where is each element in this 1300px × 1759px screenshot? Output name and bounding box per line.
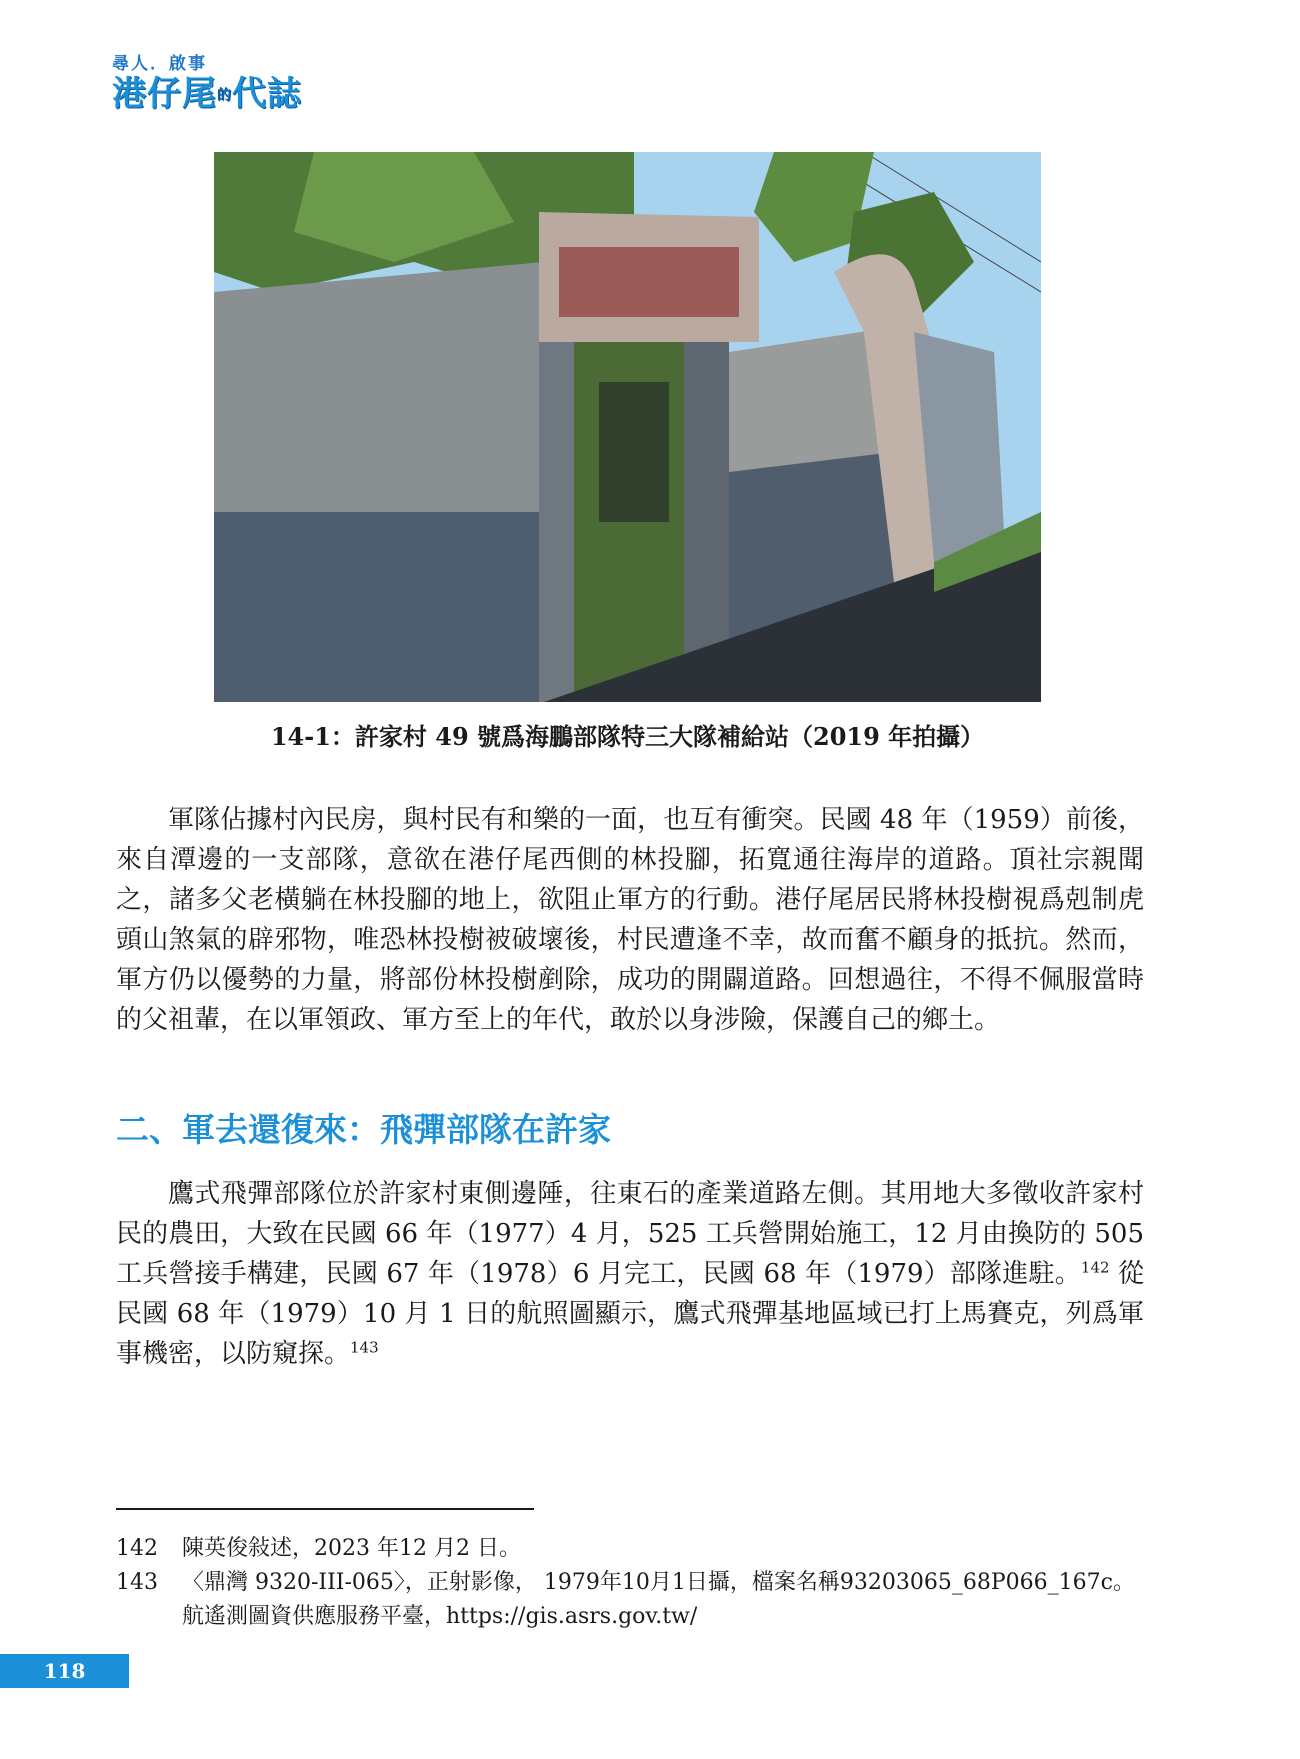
footnote-ref-142[interactable]: 142 <box>1080 1258 1110 1277</box>
footnote-number: 143 <box>116 1570 158 1595</box>
header-title-part1: 港仔尾 <box>112 74 217 114</box>
body-paragraph-2 <box>116 1174 1144 1374</box>
paragraph-2-text-a: 鷹式飛彈部隊位於許家村東側邊陲，往東石的產業道路左側。其用地大多徵收許家村民的農田，大致在民國 66 年（1977）4 月，525 工兵營開始施工，12 月由換防的 505 工兵營接手構建，民國 67 年（1978）6 月完工，民國 68 年（1979）部隊進駐。 <box>116 1179 1144 1289</box>
photo-illustration <box>214 152 1041 702</box>
header-subtitle: 尋人．啟事 <box>112 54 207 74</box>
footnote-ref-143[interactable]: 143 <box>350 1338 379 1357</box>
figure-photo <box>214 152 1041 702</box>
footnote-142 <box>116 1532 1146 1566</box>
footnotes <box>116 1532 1146 1634</box>
header-title-part2: 代誌 <box>232 74 302 114</box>
paragraph-2-text-b: 從民國 68 年（1979）10 月 1 日的航照圖顯示，鷹式飛彈基地區域已打上馬賽克，列爲軍事機密，以防窺探。 <box>116 1259 1145 1369</box>
footnote-text: 〈鼎灣 9320-III-065〉，正射影像， 1979年10月1日攝，檔案名稱93203065_68P066_167c。航遙測圖資供應服務平臺，https://gis.asrs.gov.tw/ <box>182 1570 1135 1629</box>
figure-caption: 14-1：許家村 49 號爲海鵬部隊特三大隊補給站（2019 年拍攝） <box>270 722 985 751</box>
header-title <box>112 74 412 116</box>
header-title-mini: 的 <box>217 87 232 104</box>
footnote-143 <box>116 1566 1146 1634</box>
running-header <box>112 54 412 116</box>
body-paragraph-1: 軍隊佔據村內民房，與村民有和樂的一面，也互有衝突。民國 48 年（1959）前後，來自潭邊的一支部隊，意欲在港仔尾西側的林投腳，拓寬通往海岸的道路。頂社宗親聞之，諸多父老橫躺在林投腳的地上，欲阻止軍方的行動。港仔尾居民將林投樹視爲剋制虎頭山煞氣的辟邪物，唯恐林投樹被破壞後，村民遭逢不幸，故而奮不顧身的抵抗。然而，軍方仍以優勢的力量，將部份林投樹剷除，成功的開闢道路。回想過往，不得不佩服當時的父祖輩，在以軍領政、軍方至上的年代，敢於以身涉險，保護自己的鄉土。 <box>116 805 1144 1035</box>
page-number: 118 <box>0 1654 129 1688</box>
footnote-text: 陳英俊敍述，2023 年12 月2 日。 <box>182 1536 521 1561</box>
footnote-divider <box>116 1508 534 1510</box>
section-heading: 二、軍去還復來：飛彈部隊在許家 <box>116 1110 611 1149</box>
footnote-number: 142 <box>116 1536 158 1561</box>
